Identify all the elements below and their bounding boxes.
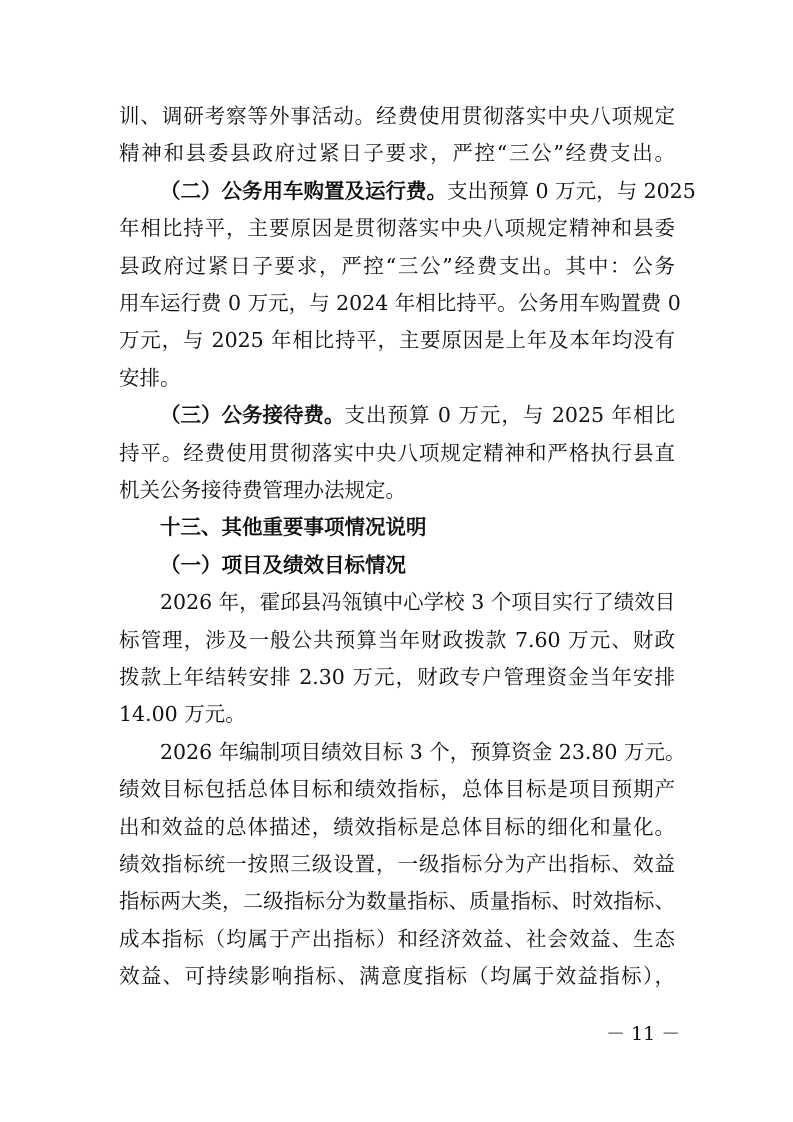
body-line: 标管理，涉及一般公共预算当年财政拨款 7.60 万元、财政: [119, 628, 675, 652]
section-heading: [160, 517, 675, 538]
section-heading: （三）公务接待费。: [160, 403, 345, 427]
body-line: 绩效指标统一按照三级设置，一级指标分为产出指标、效益: [119, 852, 675, 876]
body-line: 年相比持平，主要原因是贯彻落实中央八项规定精神和县委: [119, 216, 675, 240]
body-line: [160, 179, 696, 203]
section-heading: 十三、其他重要事项情况说明: [160, 515, 427, 539]
body-line: 出和效益的总体描述，绩效指标是总体目标的细化和量化。: [119, 815, 675, 839]
body-line: 机关公务接待费管理办法规定。: [119, 478, 406, 502]
body-line: 持平。经费使用贯彻落实中央八项规定精神和严格执行县直: [119, 441, 675, 465]
body-line: 2026 年，霍邱县冯瓴镇中心学校 3 个项目实行了绩效目: [160, 590, 676, 614]
body-line: [160, 405, 675, 426]
body-line: 2026 年编制项目绩效目标 3 个，预算资金 23.80 万元。: [160, 740, 686, 764]
body-text: 支出预算 0 万元，与 2025 年相比: [344, 403, 675, 427]
body-line: 精神和县委县政府过紧日子要求，严控“三公”经费支出。: [119, 141, 675, 165]
body-line: 拨款上年结转安排 2.30 万元，财政专户管理资金当年安排: [119, 665, 675, 689]
body-line: 训、调研考察等外事活动。经费使用贯彻落实中央八项规定: [119, 104, 675, 128]
body-line: 效益、可持续影响指标、满意度指标（均属于效益指标），: [119, 964, 675, 988]
page-number: － 11 －: [606, 1023, 681, 1045]
body-line: 成本指标（均属于产出指标）和经济效益、社会效益、生态: [119, 927, 675, 951]
body-line: 安排。: [119, 366, 181, 390]
body-line: 用车运行费 0 万元，与 2024 年相比持平。公务用车购置费 0: [119, 291, 681, 315]
body-line: 万元，与 2025 年相比持平，主要原因是上年及本年均没有: [119, 328, 675, 352]
body-line: 指标两大类，二级指标分为数量指标、质量指标、时效指标、: [119, 889, 675, 913]
body-line: 14.00 万元。: [119, 702, 246, 726]
body-line: 绩效目标包括总体目标和绩效指标，总体目标是项目预期产: [119, 777, 675, 801]
section-heading: （一）项目及绩效目标情况: [160, 553, 406, 577]
section-heading: [160, 555, 675, 576]
body-line: 县政府过紧日子要求，严控“三公”经费支出。其中：公务: [119, 254, 675, 278]
section-heading: （二）公务用车购置及运行费。: [160, 179, 447, 203]
body-text: 支出预算 0 万元，与 2025: [447, 179, 696, 203]
